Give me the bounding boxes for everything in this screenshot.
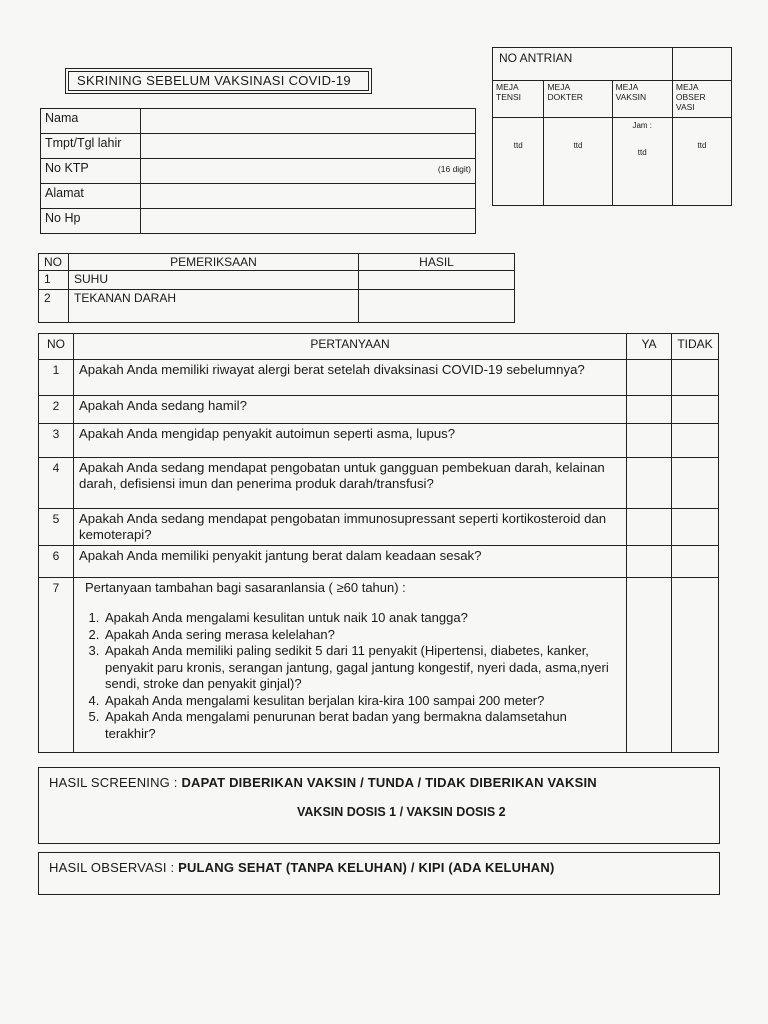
identity-row: [41, 184, 476, 209]
identity-field-no-ktp[interactable]: [141, 159, 476, 184]
identity-label: Tmpt/Tgl lahir: [41, 134, 141, 159]
exam-row: [39, 290, 515, 323]
answer-ya-cell[interactable]: [627, 509, 672, 546]
questions-header-no: NO: [39, 334, 74, 360]
answer-ya-cell[interactable]: [627, 458, 672, 509]
identity-field-alamat[interactable]: [141, 184, 476, 209]
exam-header-hasil: HASIL: [359, 254, 515, 271]
exam-row-no: 2: [39, 290, 69, 323]
answer-ya-cell[interactable]: [627, 360, 672, 396]
screening-label: HASIL SCREENING :: [49, 775, 178, 790]
answer-ya-cell[interactable]: [627, 578, 672, 753]
question-text: Apakah Anda sedang mendapat pengobatan immunosupressant seperti kortikosteroid dan kemoterapi?: [74, 509, 627, 546]
question-text: Apakah Anda sedang mendapat pengobatan untuk gangguan pembekuan darah, kelainan darah, defisiensi imun dan penerima produk darah/transfusi?: [74, 458, 627, 509]
queue-column-tensi: MEJA TENSI: [493, 81, 544, 118]
identity-table: [40, 108, 476, 234]
question-text: Apakah Anda memiliki penyakit jantung berat dalam keadaan sesak?: [74, 546, 627, 578]
queue-column-dokter: MEJA DOKTER: [544, 81, 612, 118]
questions-header-ya: YA: [627, 334, 672, 360]
elderly-question-item: 2. Apakah Anda sering merasa kelelahan?: [103, 627, 621, 644]
identity-label: Nama: [41, 109, 141, 134]
question-row: [39, 396, 719, 424]
answer-tidak-cell[interactable]: [672, 578, 719, 753]
queue-header: NO ANTRIAN: [493, 48, 673, 81]
queue-number-cell[interactable]: [672, 48, 731, 81]
question-no: 4: [39, 458, 74, 509]
jam-label: Jam :: [632, 121, 653, 130]
elderly-question-list: [79, 610, 621, 742]
identity-row: [41, 209, 476, 234]
observation-result-line: [49, 860, 555, 875]
identity-field-no-hp[interactable]: [141, 209, 476, 234]
signature-label: ttd: [637, 148, 647, 157]
identity-row: [41, 134, 476, 159]
exam-row-item: TEKANAN DARAH: [69, 290, 359, 323]
question-row: [39, 546, 719, 578]
signature-label: ttd: [697, 141, 707, 150]
questions-header-tidak: TIDAK: [672, 334, 719, 360]
screening-options[interactable]: DAPAT DIBERIKAN VAKSIN / TUNDA / TIDAK DIBERIKAN VAKSIN: [181, 775, 597, 790]
question-row: [39, 424, 719, 458]
question-text: Apakah Anda mengidap penyakit autoimun seperti asma, lupus?: [74, 424, 627, 458]
question-row: [39, 458, 719, 509]
question-no: 3: [39, 424, 74, 458]
question-text: Apakah Anda sedang hamil?: [74, 396, 627, 424]
identity-field-nama[interactable]: [141, 109, 476, 134]
ktp-digit-hint: (16 digit): [437, 164, 471, 174]
vaccine-dose-options[interactable]: VAKSIN DOSIS 1 / VAKSIN DOSIS 2: [297, 805, 506, 819]
signature-label: ttd: [513, 141, 523, 150]
question-no: 1: [39, 360, 74, 396]
answer-tidak-cell[interactable]: [672, 360, 719, 396]
elderly-question-title: Pertanyaan tambahan bagi sasaranlansia ( ≥60 tahun) :: [85, 580, 406, 595]
questions-table: [38, 333, 719, 753]
answer-tidak-cell[interactable]: [672, 458, 719, 509]
answer-ya-cell[interactable]: [627, 546, 672, 578]
identity-row: [41, 159, 476, 184]
identity-label: No Hp: [41, 209, 141, 234]
answer-tidak-cell[interactable]: [672, 396, 719, 424]
elderly-question-item: 3. Apakah Anda memiliki paling sedikit 5 dari 11 penyakit (Hipertensi, diabetes, kanker, penyakit paru kronis, serangan jantung, gagal jantung kongestif, nyeri dada, asma,nyeri sendi, stroke dan penyakit ginjal)?: [103, 643, 621, 693]
screening-result-box: [38, 767, 720, 844]
questions-header-pertanyaan: PERTANYAAN: [74, 334, 627, 360]
exam-table: [38, 253, 515, 323]
form-title-box: [65, 68, 372, 94]
signature-cell-dokter[interactable]: [544, 118, 612, 206]
elderly-question-item: 1. Apakah Anda mengalami kesulitan untuk naik 10 anak tangga?: [103, 610, 621, 627]
question-row: [39, 509, 719, 546]
exam-row-no: 1: [39, 271, 69, 290]
identity-label: No KTP: [41, 159, 141, 184]
exam-row-item: SUHU: [69, 271, 359, 290]
answer-tidak-cell[interactable]: [672, 509, 719, 546]
signature-cell-vaksin[interactable]: [612, 118, 672, 206]
queue-table: [492, 47, 732, 206]
question-row: [39, 360, 719, 396]
question-no: 6: [39, 546, 74, 578]
signature-label: ttd: [573, 141, 583, 150]
answer-ya-cell[interactable]: [627, 396, 672, 424]
observation-label: HASIL OBSERVASI :: [49, 860, 175, 875]
answer-ya-cell[interactable]: [627, 424, 672, 458]
answer-tidak-cell[interactable]: [672, 424, 719, 458]
exam-row: [39, 271, 515, 290]
identity-row: [41, 109, 476, 134]
elderly-question-block: [74, 578, 627, 753]
queue-column-observasi: MEJA OBSER VASI: [672, 81, 731, 118]
signature-cell-observasi[interactable]: [672, 118, 731, 206]
observation-result-box: [38, 852, 720, 895]
elderly-question-item: 4. Apakah Anda mengalami kesulitan berjalan kira-kira 100 sampai 200 meter?: [103, 693, 621, 710]
exam-result-suhu[interactable]: [359, 271, 515, 290]
identity-field-tempat-tanggal-lahir[interactable]: [141, 134, 476, 159]
question-row-elderly: [39, 578, 719, 753]
identity-label: Alamat: [41, 184, 141, 209]
question-no: 5: [39, 509, 74, 546]
elderly-question-item: 5. Apakah Anda mengalami penurunan berat badan yang bermakna dalamsetahun terakhir?: [103, 709, 621, 742]
answer-tidak-cell[interactable]: [672, 546, 719, 578]
queue-column-vaksin: MEJA VAKSIN: [612, 81, 672, 118]
exam-header-pemeriksaan: PEMERIKSAAN: [69, 254, 359, 271]
question-no: 7: [39, 578, 74, 753]
signature-cell-tensi[interactable]: [493, 118, 544, 206]
observation-options[interactable]: PULANG SEHAT (TANPA KELUHAN) / KIPI (ADA KELUHAN): [178, 860, 555, 875]
question-no: 2: [39, 396, 74, 424]
form-title: SKRINING SEBELUM VAKSINASI COVID-19: [68, 71, 369, 91]
exam-header-no: NO: [39, 254, 69, 271]
screening-result-line: [49, 775, 597, 790]
exam-result-tekanan-darah[interactable]: [359, 290, 515, 323]
question-text: Apakah Anda memiliki riwayat alergi berat setelah divaksinasi COVID-19 sebelumnya?: [74, 360, 627, 396]
